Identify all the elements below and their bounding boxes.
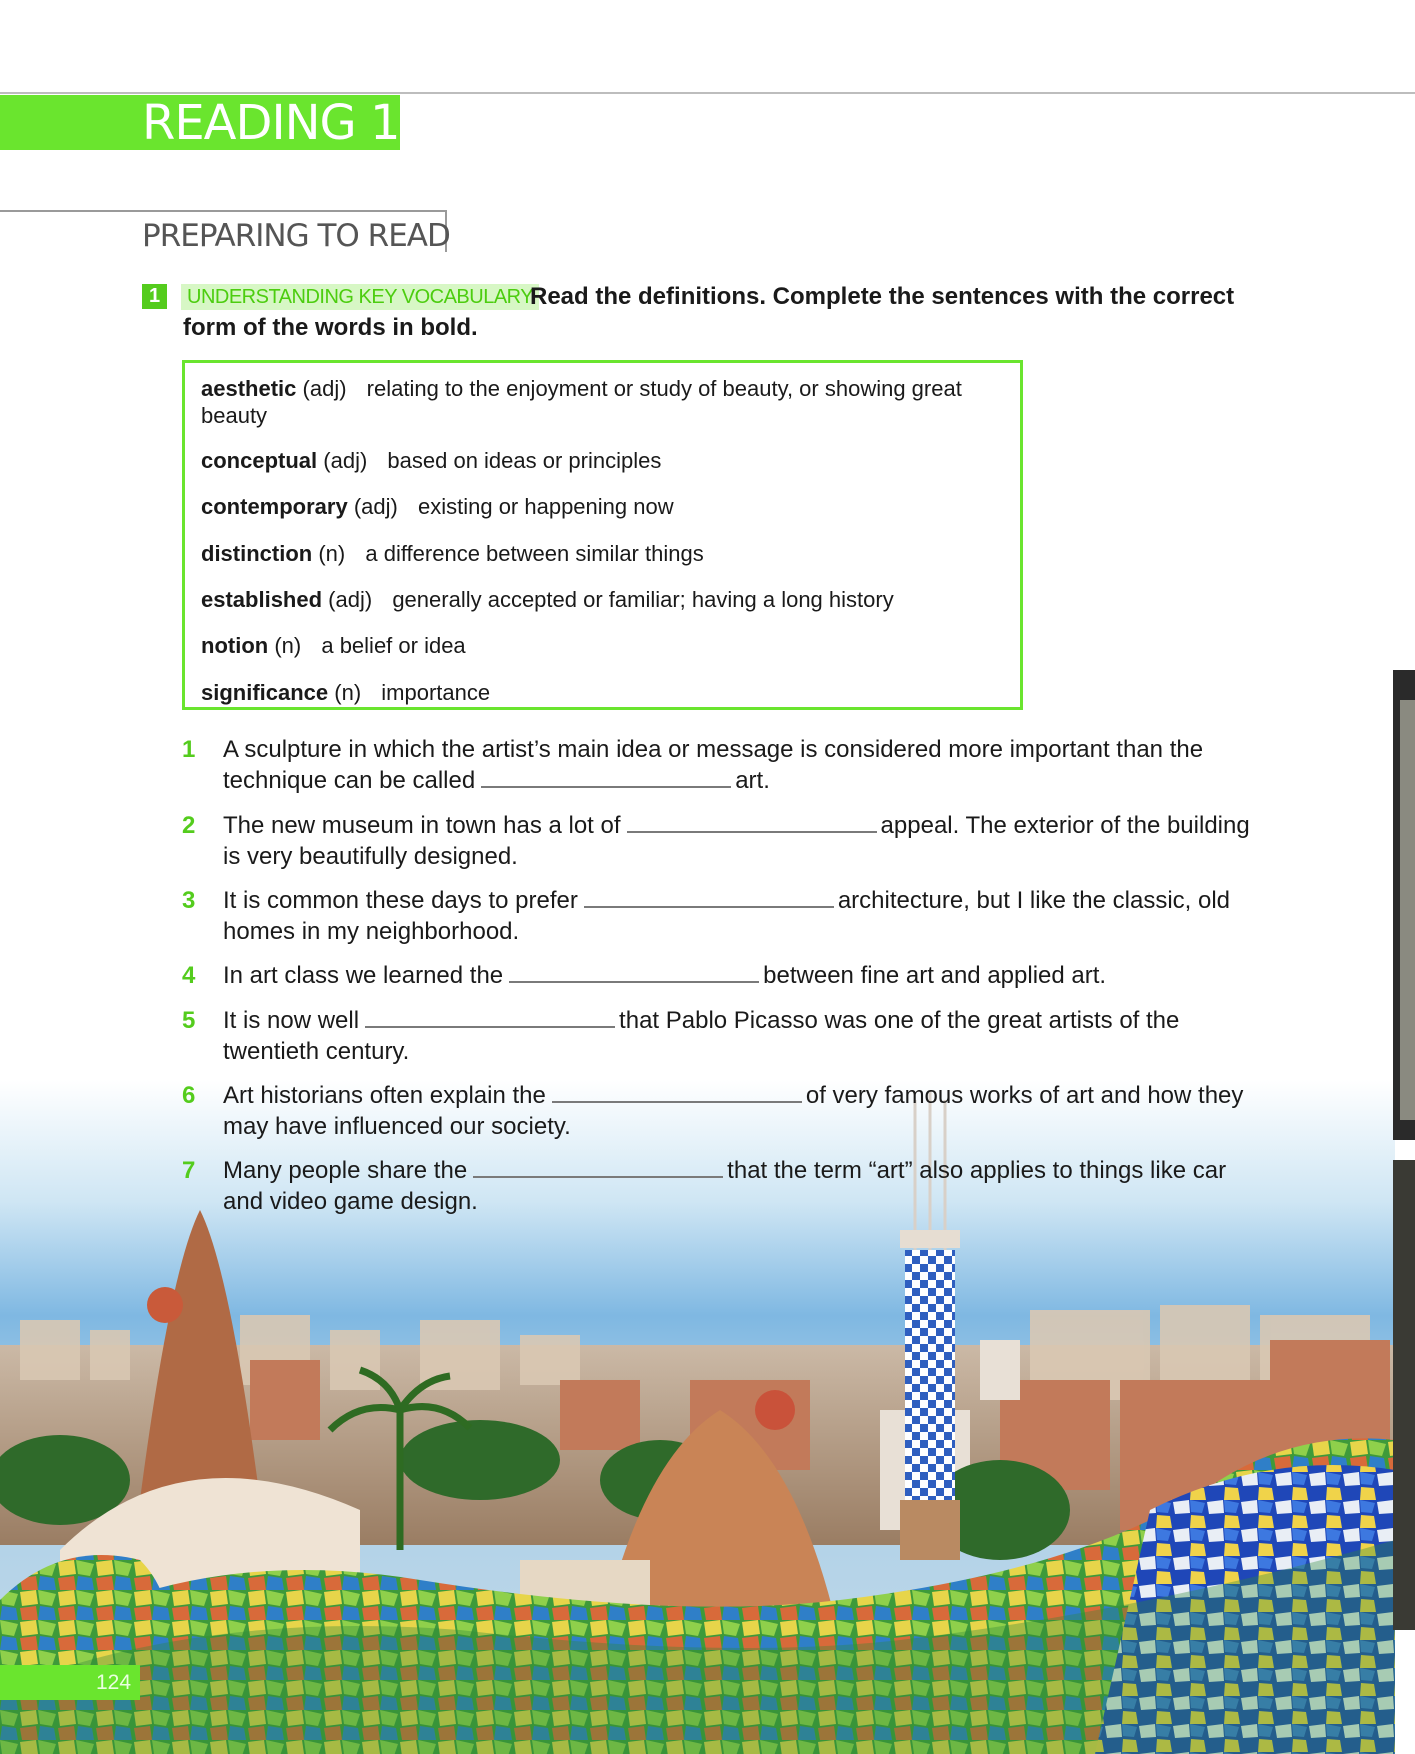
question-text-after: that Pablo Picasso was one of the great artists of the twentieth century. (223, 1007, 1180, 1065)
question-text (223, 1080, 1263, 1142)
question-number: 7 (182, 1157, 196, 1184)
vocab-pos: (n) (318, 541, 346, 566)
vocab-pos: (adj) (353, 494, 398, 519)
vocab-entry (201, 679, 490, 706)
question-text-before: A sculpture in which the artist’s main idea or message is considered more important than the technique can be called (223, 736, 1204, 794)
vocab-word: significance (201, 680, 329, 705)
question-text-after: that the term “art” also applies to things like car and video game design. (223, 1157, 1227, 1215)
exercise-number: 1 (142, 284, 167, 309)
vocab-pos: (n) (334, 680, 362, 705)
vocab-word: distinction (201, 541, 313, 566)
question-item (182, 734, 1262, 796)
section-title: READING 1 (142, 95, 400, 151)
vocab-definition: a belief or idea (321, 633, 466, 658)
question-text (223, 1155, 1263, 1217)
question-text (223, 734, 1263, 796)
vocab-definition: a difference between similar things (365, 541, 704, 566)
vocab-entry (201, 375, 1001, 429)
answer-blank[interactable] (481, 786, 731, 788)
answer-blank[interactable] (627, 831, 877, 833)
page-number: 124 (96, 1671, 132, 1694)
vocab-word: aesthetic (201, 376, 297, 401)
vocab-definition: generally accepted or familiar; having a long history (392, 587, 894, 612)
question-item (182, 810, 1262, 872)
answer-blank[interactable] (473, 1176, 723, 1178)
question-text-before: Art historians often explain the (223, 1082, 546, 1109)
answer-blank[interactable] (584, 906, 834, 908)
vocabulary-box (182, 360, 1023, 710)
vocab-entry (201, 493, 674, 520)
question-number: 2 (182, 812, 196, 839)
vocab-word: conceptual (201, 448, 318, 473)
question-number: 3 (182, 887, 196, 914)
vocab-entry (201, 540, 704, 567)
exercise-instruction: Read the definitions. Complete the sentences with the correct form of the words in bold. (183, 283, 1235, 341)
question-text-after: between fine art and applied art. (763, 962, 1107, 989)
question-text (223, 960, 1263, 991)
top-rule (0, 92, 1415, 94)
question-text-before: Many people share the (223, 1157, 468, 1184)
vocab-definition: relating to the enjoyment or study of beauty, or showing great beauty (201, 376, 962, 428)
answer-blank[interactable] (552, 1101, 802, 1103)
question-text-after: of very famous works of art and how they may have influenced our society. (223, 1082, 1244, 1140)
answer-blank[interactable] (365, 1026, 615, 1028)
question-text-after: architecture, but I like the classic, old homes in my neighborhood. (223, 887, 1231, 945)
exercise-skill-tag: UNDERSTANDING KEY VOCABULARY (181, 284, 539, 310)
vocab-entry (201, 632, 466, 659)
question-item (182, 1005, 1262, 1067)
vocab-definition: importance (381, 680, 491, 705)
adjacent-page-edge-photo (1400, 700, 1415, 1120)
question-number: 5 (182, 1007, 196, 1034)
vocab-pos: (adj) (323, 448, 368, 473)
vocab-pos: (adj) (328, 587, 373, 612)
question-text (223, 810, 1263, 872)
vocab-pos: (n) (274, 633, 302, 658)
subsection-title: PREPARING TO READ (142, 218, 450, 254)
vocab-word: contemporary (201, 494, 348, 519)
vocab-word: notion (201, 633, 269, 658)
question-text-after: art. (735, 767, 770, 794)
question-text (223, 885, 1263, 947)
question-number: 1 (182, 736, 196, 763)
question-number: 4 (182, 962, 196, 989)
question-text-before: It is now well (223, 1007, 360, 1034)
vocab-pos: (adj) (302, 376, 347, 401)
question-item (182, 960, 1262, 991)
question-item (182, 1080, 1262, 1142)
adjacent-page-edge-lower (1393, 1160, 1415, 1630)
answer-blank[interactable] (509, 981, 759, 983)
vocab-definition: existing or happening now (417, 494, 674, 519)
question-number: 6 (182, 1082, 196, 1109)
question-text-before: The new museum in town has a lot of (223, 812, 621, 839)
vocab-definition: based on ideas or principles (387, 448, 662, 473)
question-item (182, 885, 1262, 947)
question-text-after: appeal. The exterior of the building is very beautifully designed. (223, 812, 1250, 870)
question-text (223, 1005, 1263, 1067)
vocab-entry (201, 447, 661, 474)
question-item (182, 1155, 1262, 1217)
subsection-rule (0, 210, 446, 212)
vocab-entry (201, 586, 894, 613)
question-text-before: It is common these days to prefer (223, 887, 578, 914)
vocab-word: established (201, 587, 323, 612)
question-text-before: In art class we learned the (223, 962, 504, 989)
